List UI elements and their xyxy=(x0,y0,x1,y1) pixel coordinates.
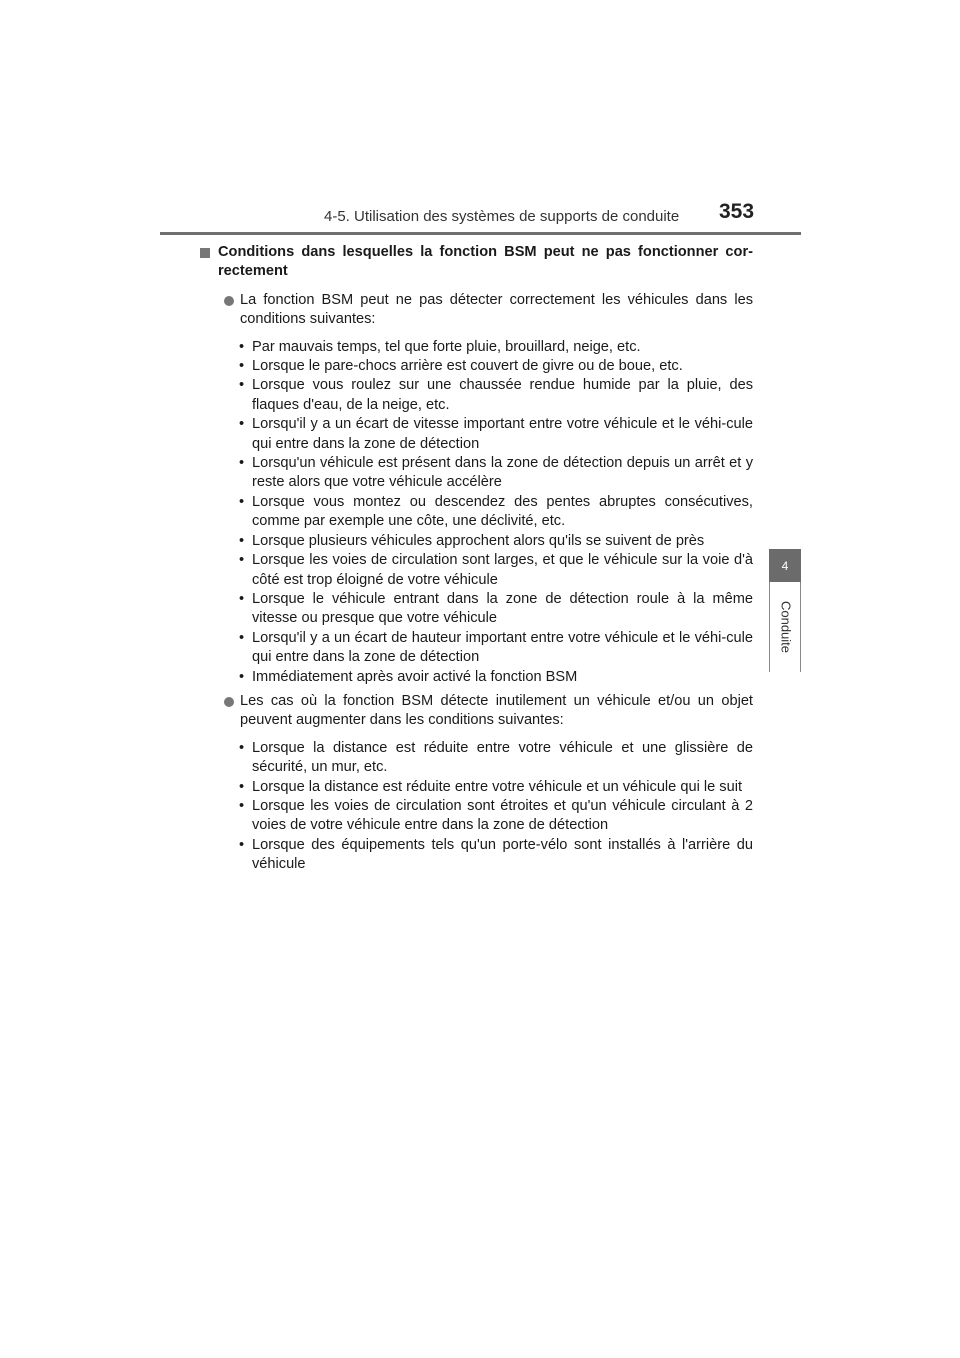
list-item: • Lorsque plusieurs véhicules approchent alors qu'ils se suivent de près xyxy=(198,532,753,551)
side-tab-number: 4 xyxy=(769,549,801,582)
list-item: • Lorsqu'il y a un écart de vitesse important entre votre véhicule et le véhi-cule qui entre dans la zone de détection xyxy=(198,415,753,454)
point-1-text: La fonction BSM peut ne pas détecter correctement les véhicules dans les conditions suivantes: xyxy=(240,291,753,328)
point-2 xyxy=(198,692,753,731)
list-item: • Lorsque la distance est réduite entre votre véhicule et un véhicule qui le suit xyxy=(198,778,753,797)
list-item: • Lorsque vous roulez sur une chaussée rendue humide par la pluie, des flaques d'eau, de la neige, etc. xyxy=(198,376,753,415)
page-number: 353 xyxy=(719,200,755,223)
list-item: • Immédiatement après avoir activé la fonction BSM xyxy=(198,668,753,687)
list-item: • Lorsque vous montez ou descendez des pentes abruptes consécutives, comme par exemple une côte, une déclivité, etc. xyxy=(198,493,753,532)
list-item: • Lorsque des équipements tels qu'un porte-vélo sont installés à l'arrière du véhicule xyxy=(198,836,753,875)
list-item: • Par mauvais temps, tel que forte pluie, brouillard, neige, etc. xyxy=(198,338,753,357)
point-2-text: Les cas où la fonction BSM détecte inutilement un véhicule et/ou un objet peuvent augmenter dans les conditions suivantes: xyxy=(240,692,753,729)
section-heading-text: Conditions dans lesquelles la fonction BSM peut ne pas fonctionner cor-rectement xyxy=(218,244,753,280)
list-item: • Lorsque le pare-chocs arrière est couvert de givre ou de boue, etc. xyxy=(198,357,753,376)
list-item: • Lorsque la distance est réduite entre votre véhicule et une glissière de sécurité, un mur, etc. xyxy=(198,739,753,778)
side-tab-label: Conduite xyxy=(778,600,794,654)
list-item: • Lorsque les voies de circulation sont larges, et que le véhicule sur la voie d'à côté est trop éloigné de votre véhicule xyxy=(198,551,753,590)
main-content xyxy=(198,243,753,880)
point-1 xyxy=(198,291,753,330)
header-rule xyxy=(160,232,801,235)
list-item: • Lorsque les voies de circulation sont étroites et qu'un véhicule circulant à 2 voies de votre véhicule entre dans la zone de détection xyxy=(198,797,753,836)
header-title: 4-5. Utilisation des systèmes de supports de conduite xyxy=(324,208,680,225)
list-item: • Lorsqu'il y a un écart de hauteur important entre votre véhicule et le véhi-cule qui entre dans la zone de détection xyxy=(198,629,753,668)
list-item: • Lorsqu'un véhicule est présent dans la zone de détection depuis un arrêt et y reste alors que votre véhicule accélère xyxy=(198,454,753,493)
point-2-list xyxy=(198,739,753,875)
circle-bullet-icon xyxy=(224,697,234,707)
list-item: • Lorsque le véhicule entrant dans la zone de détection roule à la même vitesse ou presque que votre véhicule xyxy=(198,590,753,629)
square-bullet-icon xyxy=(200,248,210,258)
section-heading xyxy=(198,243,753,282)
point-1-list xyxy=(198,338,753,687)
circle-bullet-icon xyxy=(224,296,234,306)
